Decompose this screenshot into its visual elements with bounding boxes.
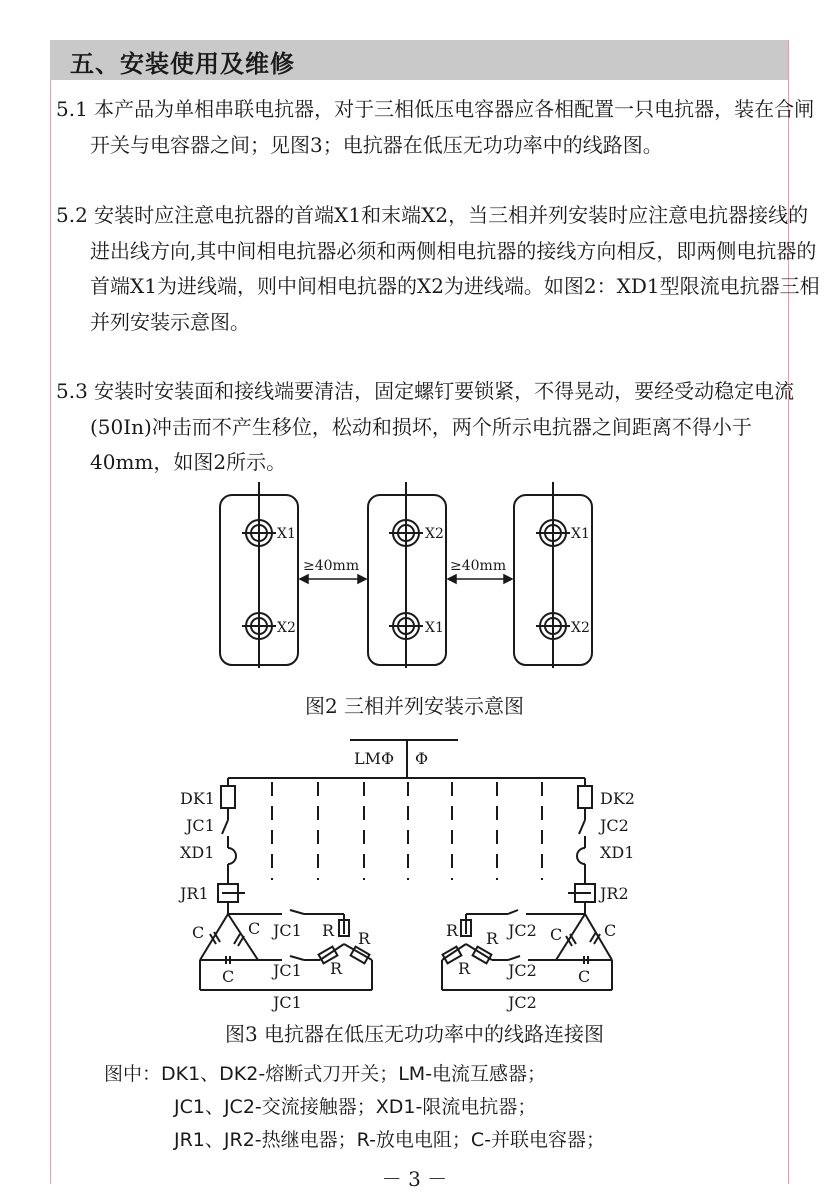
- legend-line: JC1、JC2-交流接触器；XD1-限流电抗器；: [174, 1096, 537, 1118]
- page-number: － 3 －: [381, 1167, 448, 1191]
- terminal-label: X2: [571, 620, 590, 636]
- paragraph-number: 5.3: [56, 379, 88, 403]
- component-label: JC2: [508, 993, 537, 1012]
- paragraph-text: 本产品为单相串联电抗器，对于三相低压电容器应各相配置一只电抗器，装在合闸开关与电容器之间；见图3；电抗器在低压无功功率中的线路图。: [90, 97, 815, 157]
- component-label: JC2: [508, 961, 537, 980]
- component-label: C: [222, 967, 235, 986]
- component-label: R: [486, 929, 499, 948]
- terminal-label: X1: [425, 620, 444, 636]
- component-label: C: [192, 923, 205, 942]
- bus-label: LMΦ: [354, 749, 395, 768]
- figure-legend: [104, 1058, 605, 1157]
- reactor-left: [220, 482, 298, 668]
- terminal-label: X2: [277, 620, 296, 636]
- paragraph-text: 安装时应注意电抗器的首端X1和末端X2，当三相并列安装时应注意电抗器接线的进出线方向,其中间相电抗器必须和两侧相电抗器的接线方向相反，即两侧电抗器的首端X1为进线端，则中间相电抗器的X2为进线端。如图2：XD1型限流电抗器三相并列安装示意图。: [90, 203, 820, 334]
- gap-label: ≥40mm: [303, 558, 360, 574]
- component-label: XD1: [600, 843, 635, 862]
- component-label: R: [322, 921, 335, 940]
- terminal-label: X2: [425, 526, 444, 542]
- component-label: XD1: [180, 843, 215, 862]
- component-label: DK2: [600, 789, 635, 808]
- component-label: JC1: [273, 961, 302, 980]
- component-label: C: [550, 925, 563, 944]
- component-label: C: [604, 921, 617, 940]
- component-label: R: [458, 959, 471, 978]
- component-label: JC1: [273, 921, 302, 940]
- component-label: DK1: [180, 789, 215, 808]
- component-label: C: [578, 967, 591, 986]
- figure-3-circuit-diagram: [0, 730, 829, 1020]
- component-label: R: [446, 921, 459, 940]
- terminal-label: X1: [571, 526, 590, 542]
- component-label: JC1: [273, 993, 302, 1012]
- section-title: 五、安装使用及维修: [70, 50, 295, 78]
- terminal-label: X1: [277, 526, 296, 542]
- legend-line: 图中：DK1、DK2-熔断式刀开关；LM-电流互感器；: [104, 1063, 547, 1085]
- component-label: R: [358, 929, 371, 948]
- component-label: R: [330, 959, 343, 978]
- reactor-middle: [368, 482, 446, 668]
- figure-2-caption: 图2 三相并列安装示意图: [304, 694, 525, 718]
- component-label: JC2: [508, 921, 537, 940]
- legend-line: JR1、JR2-热继电器；R-放电电阻；C-并联电容器；: [174, 1129, 606, 1151]
- component-label: JR1: [180, 884, 209, 903]
- component-label: JC1: [186, 816, 215, 835]
- paragraph-number: 5.1: [56, 97, 88, 121]
- component-label: JC2: [600, 816, 629, 835]
- paragraph-number: 5.2: [56, 203, 88, 227]
- paragraph-text: 安装时安装面和接线端要清洁，固定螺钉要锁紧，不得晃动，要经受动稳定电流(50In)冲击而不产生移位，松动和损坏，两个所示电抗器之间距离不得小于40mm，如图2所示。: [90, 379, 795, 475]
- reactor-right: [514, 482, 592, 668]
- component-label: JR2: [600, 884, 629, 903]
- bus-label: Φ: [415, 749, 429, 768]
- gap-label: ≥40mm: [450, 558, 507, 574]
- component-label: C: [248, 919, 261, 938]
- figure-3-caption: 图3 电抗器在低压无功功率中的线路连接图: [224, 1022, 605, 1046]
